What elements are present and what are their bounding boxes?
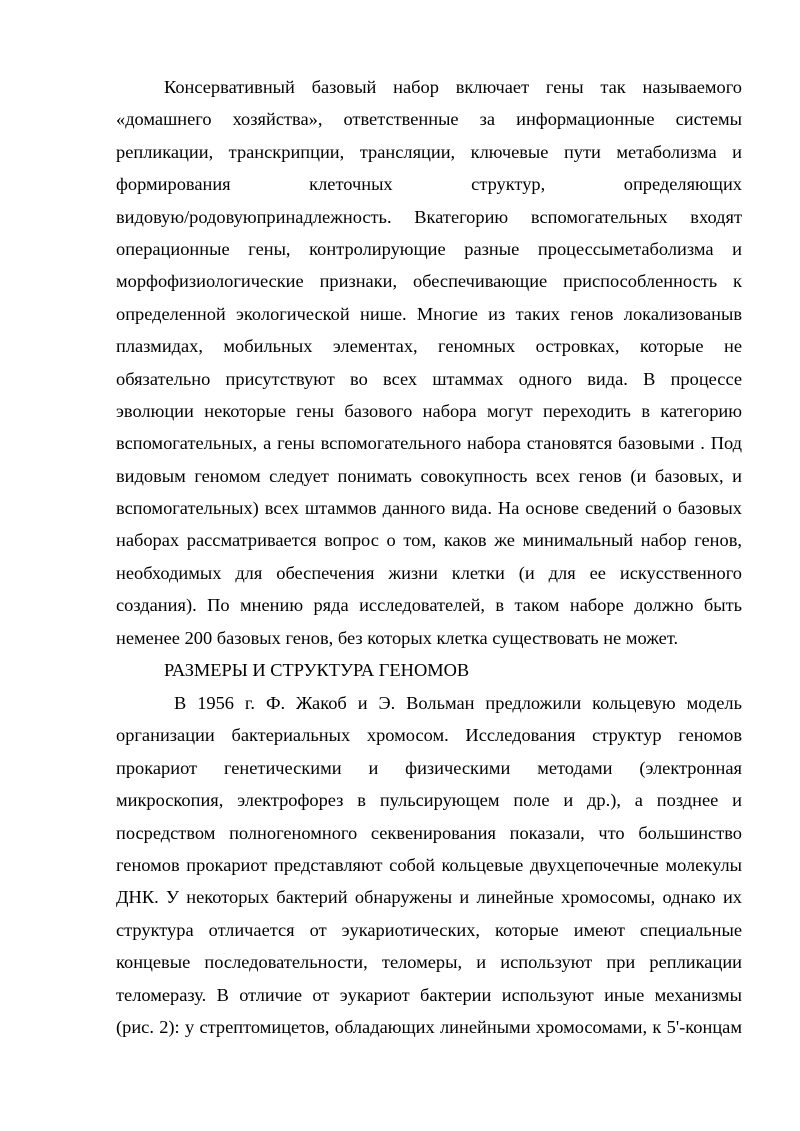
text-line: концевые последовательности, теломеры, и используют при репликации <box>116 952 742 973</box>
text-line: вспомогательных, а гены вспомогательного набора становятся базовыми . Под <box>116 433 742 454</box>
text-line: микроскопия, электрофорез в пульсирующем поле и др.), а позднее и <box>116 790 742 811</box>
text-line: посредством полногеномного секвенирования показали, что большинство <box>116 822 742 843</box>
text-line: структура отличается от эукариотических, которые имеют специальные <box>116 919 742 940</box>
text-line: (рис. 2): у стрептомицетов, обладающих линейными хромосомами, к 5'-концам <box>116 1016 742 1037</box>
text-line: В 1956 г. Ф. Жакоб и Э. Вольман предложили кольцевую модель <box>174 693 742 713</box>
text-line: ДНК. У некоторых бактерий обнаружены и линейные хромосомы, однако их <box>116 887 742 908</box>
text-line: «домашнего хозяйства», ответственные за информационные системы <box>116 109 742 130</box>
text-line: плазмидах, мобильных элементах, геномных островках, которые не <box>116 336 742 357</box>
text-line: неменее 200 базовых генов, без которых клетка существовать не может. <box>116 627 679 648</box>
text-line: видовым геномом следует понимать совокупность всех генов (и базовых, и <box>116 465 742 486</box>
text-line: морфофизиологические признаки, обеспечивающие приспособленность к <box>116 271 742 292</box>
text-line: создания). По мнению ряда исследователей, в таком наборе должно быть <box>116 595 742 616</box>
text-line: прокариот генетическими и физическими методами (электронная <box>116 757 742 778</box>
text-line: обязательно присутствуют во всех штаммах одного вида. В процессе <box>116 368 742 389</box>
text-line: геномов прокариот представляют собой кольцевые двухцепочечные молекулы <box>116 854 742 875</box>
section-heading: РАЗМЕРЫ И СТРУКТУРА ГЕНОМОВ <box>164 660 470 680</box>
text-line: Консервативный базовый набор включает гены так называемого <box>164 77 742 97</box>
text-line: видовую/родовуюпринадлежность. Вкатегорию вспомогательных входят <box>116 206 742 227</box>
text-line: формирования клеточных структур, определяющих <box>116 174 742 195</box>
text-line: операционные гены, контролирующие разные процессыметаболизма и <box>116 238 742 259</box>
text-line: репликации, транскрипции, трансляции, ключевые пути метаболизма и <box>116 141 742 162</box>
text-line: наборах рассматривается вопрос о том, каков же минимальный набор генов, <box>116 530 742 551</box>
text-line: вспомогательных) всех штаммов данного вида. На основе сведений о базовых <box>116 498 742 519</box>
text-line: организации бактериальных хромосом. Исследования структур геномов <box>116 725 742 746</box>
text-line: определенной экологической нише. Многие из таких генов локализованыв <box>116 303 742 324</box>
text-line: эволюции некоторые гены базового набора могут переходить в категорию <box>116 400 742 421</box>
paragraph-genome-structure <box>116 687 742 1043</box>
text-line: необходимых для обеспечения жизни клетки (и для ее искусственного <box>116 562 742 583</box>
paragraph-conservative-core-set <box>116 71 742 654</box>
text-line: теломеразу. В отличие от эукариот бактерии используют иные механизмы <box>116 984 742 1005</box>
